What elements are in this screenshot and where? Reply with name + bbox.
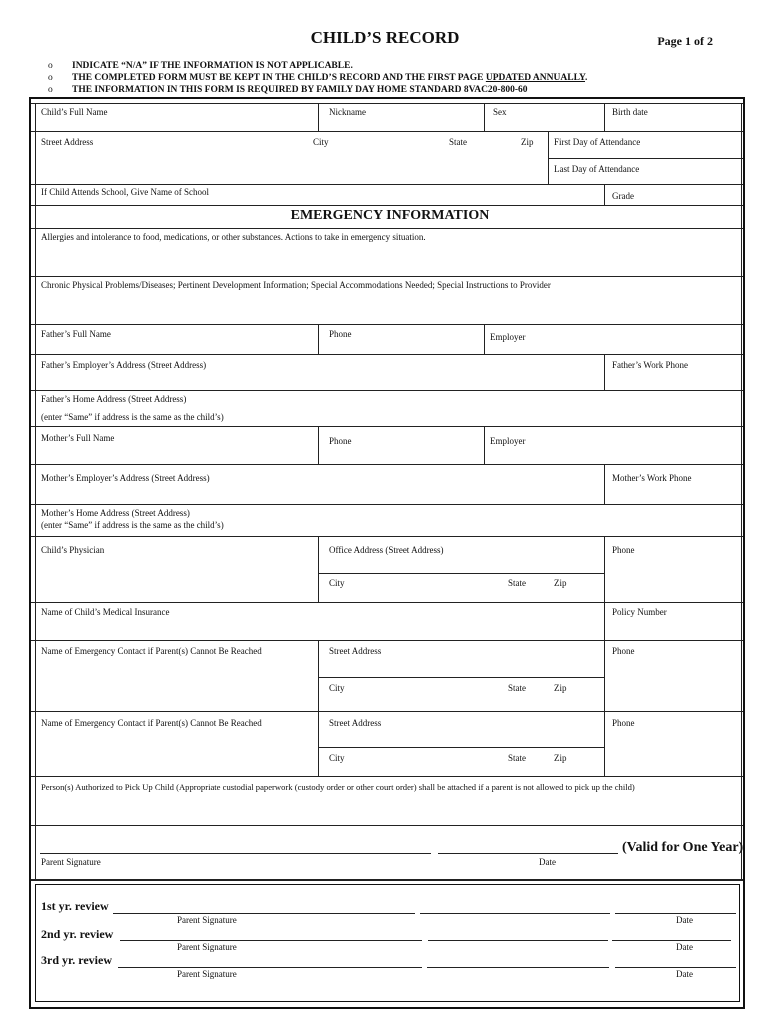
physician-state-label: State (508, 578, 526, 588)
mother-employer-address-label: Mother’s Employer’s Address (Street Address) (41, 473, 210, 483)
date-line[interactable] (438, 853, 618, 854)
rule (31, 464, 743, 465)
instruction-3: o THE INFORMATION IN THIS FORM IS REQUIRED BY FAMILY DAY HOME STANDARD 8VAC20-800-60 (48, 85, 528, 95)
rule (31, 205, 743, 206)
page-number: Page 1 of 2 (657, 34, 713, 48)
contact-2-zip-label: Zip (554, 753, 567, 763)
first-review-date-caption: Date (676, 915, 693, 925)
pickup-label: Person(s) Authorized to Pick Up Child (Appropriate custodial paperwork (custody order or other court order) shall be attached if a parent is not allowed to pick up the child) (41, 782, 635, 792)
chronic-label: Chronic Physical Problems/Diseases; Pertinent Development Information; Special Accommodations Needed; Special Instructions to Provider (41, 280, 551, 290)
first-review-label: 1st yr. review (41, 899, 109, 913)
date-label: Date (539, 857, 556, 867)
rule (35, 103, 36, 879)
grade-label: Grade (612, 191, 634, 201)
rule (31, 354, 743, 355)
parent-signature-label: Parent Signature (41, 857, 101, 867)
father-home-address-label: Father’s Home Address (Street Address) (41, 394, 187, 404)
rule (604, 640, 605, 711)
instruction-1: o INDICATE “N/A” IF THE INFORMATION IS NOT APPLICABLE. (48, 61, 353, 71)
second-review-date-line[interactable] (612, 940, 731, 941)
second-review-date-caption: Date (676, 942, 693, 952)
rule (318, 324, 319, 354)
rule (604, 103, 605, 131)
rule (31, 228, 743, 229)
rule (31, 825, 743, 826)
last-day-label: Last Day of Attendance (554, 164, 640, 174)
contact-2-state-label: State (508, 753, 526, 763)
mother-same-note: (enter “Same” if address is the same as the child’s) (41, 520, 224, 530)
physician-phone-label: Phone (612, 545, 635, 555)
child-full-name-label: Child’s Full Name (41, 107, 108, 117)
rule (318, 711, 319, 776)
first-review-sig-caption: Parent Signature (177, 915, 237, 925)
first-day-label: First Day of Attendance (554, 137, 641, 147)
rule (318, 640, 319, 711)
nickname-label: Nickname (329, 107, 366, 117)
father-employer-address-label: Father’s Employer’s Address (Street Address) (41, 360, 207, 370)
third-review-date-caption: Date (676, 969, 693, 979)
insurance-label: Name of Child’s Medical Insurance (41, 607, 170, 617)
physician-city-label: City (329, 578, 345, 588)
rule (31, 879, 743, 881)
father-employer-label: Employer (490, 332, 526, 342)
bullet-mark: o (48, 61, 53, 71)
father-work-phone-label: Father’s Work Phone (612, 360, 688, 370)
contact-2-city-label: City (329, 753, 345, 763)
rule (318, 103, 319, 131)
third-review-signature-line[interactable] (118, 967, 422, 968)
rule (484, 103, 485, 131)
rule (31, 504, 743, 505)
rule (548, 158, 743, 159)
rule (318, 536, 319, 602)
mother-name-label: Mother’s Full Name (41, 433, 115, 443)
rule (484, 426, 485, 464)
rule (31, 324, 743, 325)
rule (548, 131, 549, 184)
rule (31, 640, 743, 641)
rule (31, 131, 743, 132)
rule (604, 354, 605, 390)
father-same-note: (enter “Same” if address is the same as the child’s) (41, 412, 224, 422)
emergency-contact-1-label: Name of Emergency Contact if Parent(s) Cannot Be Reached (41, 646, 262, 656)
rule (604, 464, 605, 504)
physician-label: Child’s Physician (41, 545, 105, 555)
contact-1-city-label: City (329, 683, 345, 693)
rule (31, 390, 743, 391)
birth-date-label: Birth date (612, 107, 648, 117)
third-review-label: 3rd yr. review (41, 953, 112, 967)
contact-1-phone-label: Phone (612, 646, 635, 656)
page-title: CHILD’S RECORD (310, 28, 460, 47)
rule (31, 602, 743, 603)
rule (604, 602, 605, 640)
contact-2-street-label: Street Address (329, 718, 382, 728)
rule (31, 426, 743, 427)
father-name-label: Father’s Full Name (41, 329, 111, 339)
mother-employer-label: Employer (490, 436, 526, 446)
rule (318, 747, 604, 748)
rule (604, 184, 605, 205)
review-box (35, 884, 740, 1002)
second-review-line-2[interactable] (428, 940, 608, 941)
valid-note: (Valid for One Year) (622, 840, 744, 855)
first-review-line-2[interactable] (420, 913, 610, 914)
third-review-sig-caption: Parent Signature (177, 969, 237, 979)
rule (604, 711, 605, 776)
second-review-signature-line[interactable] (120, 940, 422, 941)
contact-1-zip-label: Zip (554, 683, 567, 693)
zip-label: Zip (521, 137, 534, 147)
third-review-line-2[interactable] (427, 967, 609, 968)
bullet-mark: o (48, 85, 53, 95)
office-address-label: Office Address (Street Address) (329, 545, 444, 555)
mother-home-address-label: Mother’s Home Address (Street Address) (41, 508, 190, 518)
second-review-label: 2nd yr. review (41, 927, 114, 941)
bullet-mark: o (48, 73, 53, 83)
rule (484, 324, 485, 354)
rule (31, 276, 743, 277)
rule (604, 536, 605, 602)
mother-work-phone-label: Mother’s Work Phone (612, 473, 692, 483)
state-label: State (449, 137, 467, 147)
parent-signature-line[interactable] (40, 853, 431, 854)
rule (31, 776, 743, 777)
rule (318, 426, 319, 464)
rule (31, 103, 743, 104)
rule (318, 573, 604, 574)
rule (31, 536, 743, 537)
contact-2-phone-label: Phone (612, 718, 635, 728)
first-review-signature-line[interactable] (113, 913, 415, 914)
mother-phone-label: Phone (329, 436, 352, 446)
policy-label: Policy Number (612, 607, 667, 617)
allergies-label: Allergies and intolerance to food, medications, or other substances. Actions to take in emergency situation. (41, 232, 426, 242)
contact-1-street-label: Street Address (329, 646, 382, 656)
physician-zip-label: Zip (554, 578, 567, 588)
street-address-label: Street Address (41, 137, 94, 147)
instruction-2: o THE COMPLETED FORM MUST BE KEPT IN THE CHILD’S RECORD AND THE FIRST PAGE UPDATED ANNUALLY. (48, 73, 588, 83)
rule (31, 711, 743, 712)
school-label: If Child Attends School, Give Name of School (41, 187, 209, 197)
contact-1-state-label: State (508, 683, 526, 693)
emergency-contact-2-label: Name of Emergency Contact if Parent(s) Cannot Be Reached (41, 718, 262, 728)
father-phone-label: Phone (329, 329, 352, 339)
emergency-heading: EMERGENCY INFORMATION (290, 208, 490, 223)
second-review-sig-caption: Parent Signature (177, 942, 237, 952)
rule (318, 677, 604, 678)
rule (31, 184, 743, 185)
first-review-date-line[interactable] (615, 913, 736, 914)
sex-label: Sex (493, 107, 507, 117)
third-review-date-line[interactable] (615, 967, 736, 968)
city-label: City (313, 137, 329, 147)
